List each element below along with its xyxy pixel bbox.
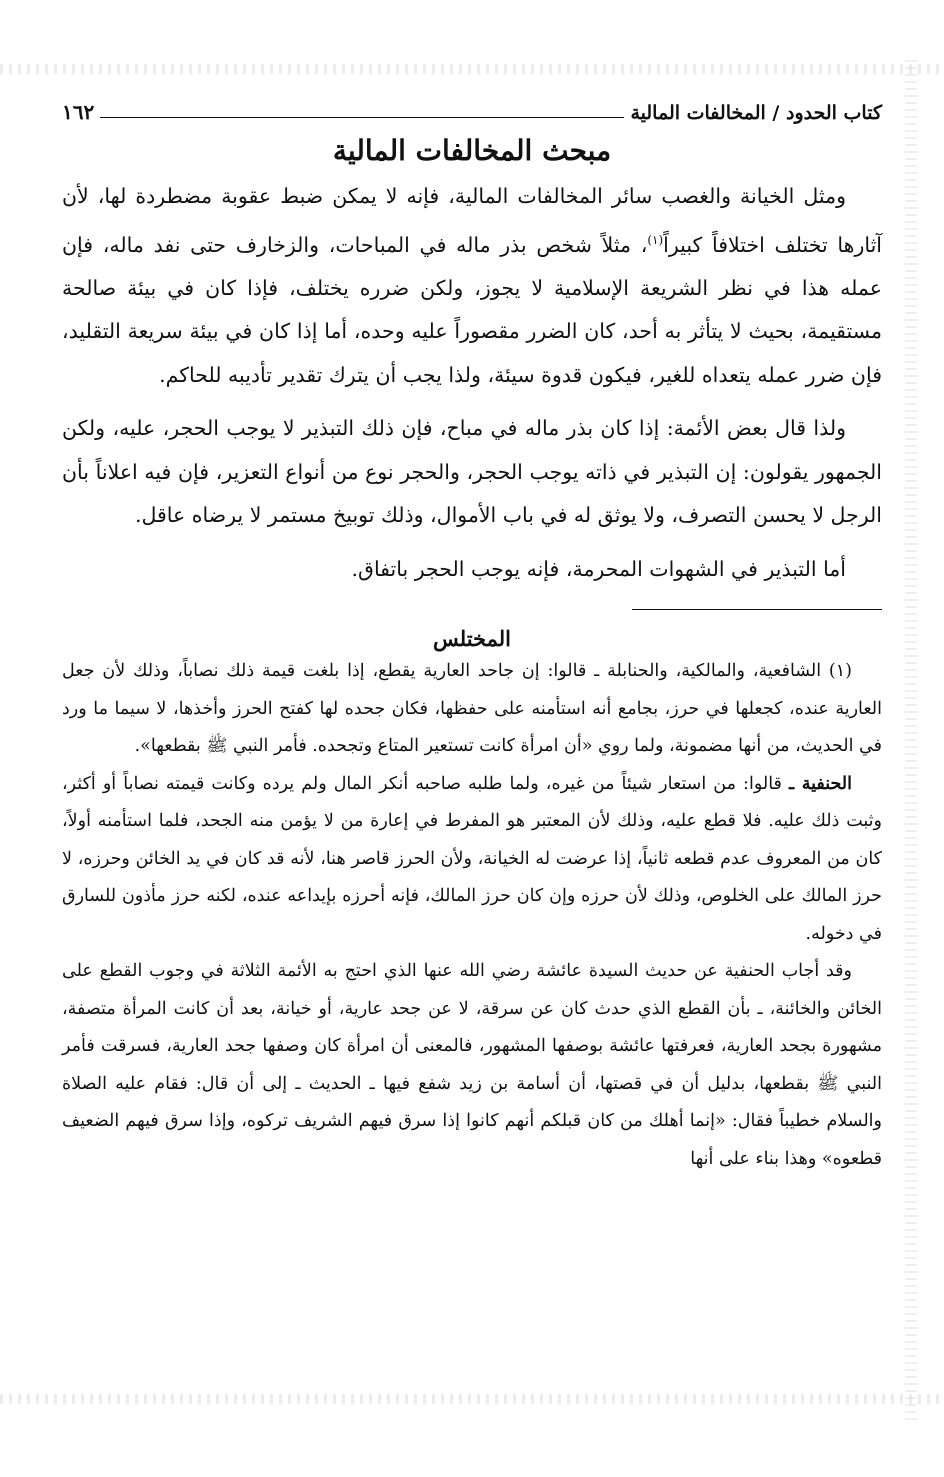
footnote-separator bbox=[632, 609, 882, 610]
footnote-hanafi-text: قالوا: من استعار شيئاً من غيره، ولما طلبه صاحبه أنكر المال ولم يرده وكانت قيمته نصاباً أو أكثر، وثبت ذلك عليه. فلا قطع عليه، وذلك لأن المعتبر هو المفرط في إعارة من لا يؤمن منه الجحد، فلما استأمنه أولاً، كان من المعروف عدم قطعه ثانياً، إذا عرضت له الخيانة، ولأن الحرز قاصر هنا، لأنه قد كان في يد الخائن وحرزه، لا حرز المالك على الخلوص، وذلك لأن حرزه وإن كان حرز المالك، فإنه أحرزه بإيداعه عنده، لكنه حرز مأذون للسارق في دخوله. bbox=[62, 773, 882, 944]
footnote-1: (١) الشافعية، والمالكية، والحنابلة ـ قالوا: إن جاحد العارية يقطع، إذا بلغت قيمة ذلك نصاباً، وذلك لأن جعل العارية عنده، كجعلها في حرز، بجامع أنه استأمنه على حفظها، فكان جحده لها كفتح الحرز وأخذها، لا سيما ما ورد في الحديث، من أنها مضمونة، ولما روي «أن امرأة كانت تستعير المتاع وتجحده. فأمر النبي ﷺ بقطعها». bbox=[62, 661, 882, 757]
footnote-separator-wrap bbox=[62, 609, 882, 610]
footnote-reply: وقد أجاب الحنفية عن حديث السيدة عائشة رضي الله عنها الذي احتج به الأئمة الثلاثة في وجوب القطع على الخائن والخائنة، ـ بأن القطع الذي حدث كان عن سرقة، لا عن جحد عارية، أو خيانة، بعد أن كانت المرأة متصفة، مشهورة بجحد العارية، فعرفتها عائشة بوصفها المشهور، فالمعنى أن امرأة كان وصفها جحد العارية، فسرقت فأمر النبي ﷺ بقطعها، بدليل أن في قصتها، أن أسامة بن زيد شفع فيها ـ الحديث ـ إلى أن قال: فقام عليه الصلاة والسلام خطيباً فقال: «إنما أهلك من كان قبلكم أنهم كانوا إذا سرق فيهم الشريف تركوه، وإذا سرق فيهم الضعيف قطعوه» وهذا بناء على أنها bbox=[62, 961, 882, 1169]
book-page bbox=[62, 90, 882, 1450]
scan-edge-top bbox=[0, 64, 944, 74]
paragraph-2: ولذا قال بعض الأئمة: إذا كان بذر ماله في مباح، فإن ذلك التبذير لا يوجب الحجر، عليه، ولكن الجمهور يقولون: إن التبذير في ذاته يوجب الحجر، والحجر نوع من أنواع التعزير، فإن فيه اعلاناً بأن الرجل لا يحسن التصرف، ولا يوثق له في باب الأموال، وذلك توبيخ مستمر لا يرضاه عاقل. bbox=[62, 416, 882, 528]
footnotes-heading: المختلس bbox=[433, 626, 511, 652]
running-header-title: كتاب الحدود / المخالفات المالية bbox=[630, 102, 882, 124]
footnote-hanafi-lead: الحنفية ـ bbox=[788, 773, 852, 794]
paragraph-3: أما التبذير في الشهوات المحرمة، فإنه يوجب الحجر باتفاق. bbox=[351, 556, 846, 581]
footnote-hanafi bbox=[62, 766, 882, 954]
section-title: مبحث المخالفات المالية bbox=[332, 134, 612, 167]
page-number: ١٦٢ bbox=[62, 100, 95, 124]
paragraph-1-continued: ، مثلاً شخص بذر ماله في المباحات، والزخارف حتى نفد ماله، فإن عمله هذا في نظر الشريعة الإسلامية لا يجوز، ولكن ضرره يختلف، فإذا كان في بيئة صالحة مستقيمة، بحيث لا يتأثر به أحد، كان الضرر مقصوراً عليه وحده، أما إذا كان في بيئة سريعة التقليد، فإن ضرر عمله يتعداه للغير، فيكون قدوة سيئة، ولذا يجب أن يترك تقدير تأديبه للحاكم. bbox=[62, 232, 882, 387]
paragraph-1 bbox=[62, 175, 882, 397]
running-header bbox=[62, 90, 882, 124]
paragraph-1-text: ومثل الخيانة والغصب سائر المخالفات المالية، فإنه لا يمكن ضبط عقوبة مضطردة لها، لأن آثارها تختلف اختلافاً كبيراً bbox=[62, 184, 882, 257]
scan-edge-right bbox=[905, 60, 917, 1420]
footnote-ref-1: (١) bbox=[647, 232, 664, 247]
running-header-rule bbox=[100, 117, 624, 118]
